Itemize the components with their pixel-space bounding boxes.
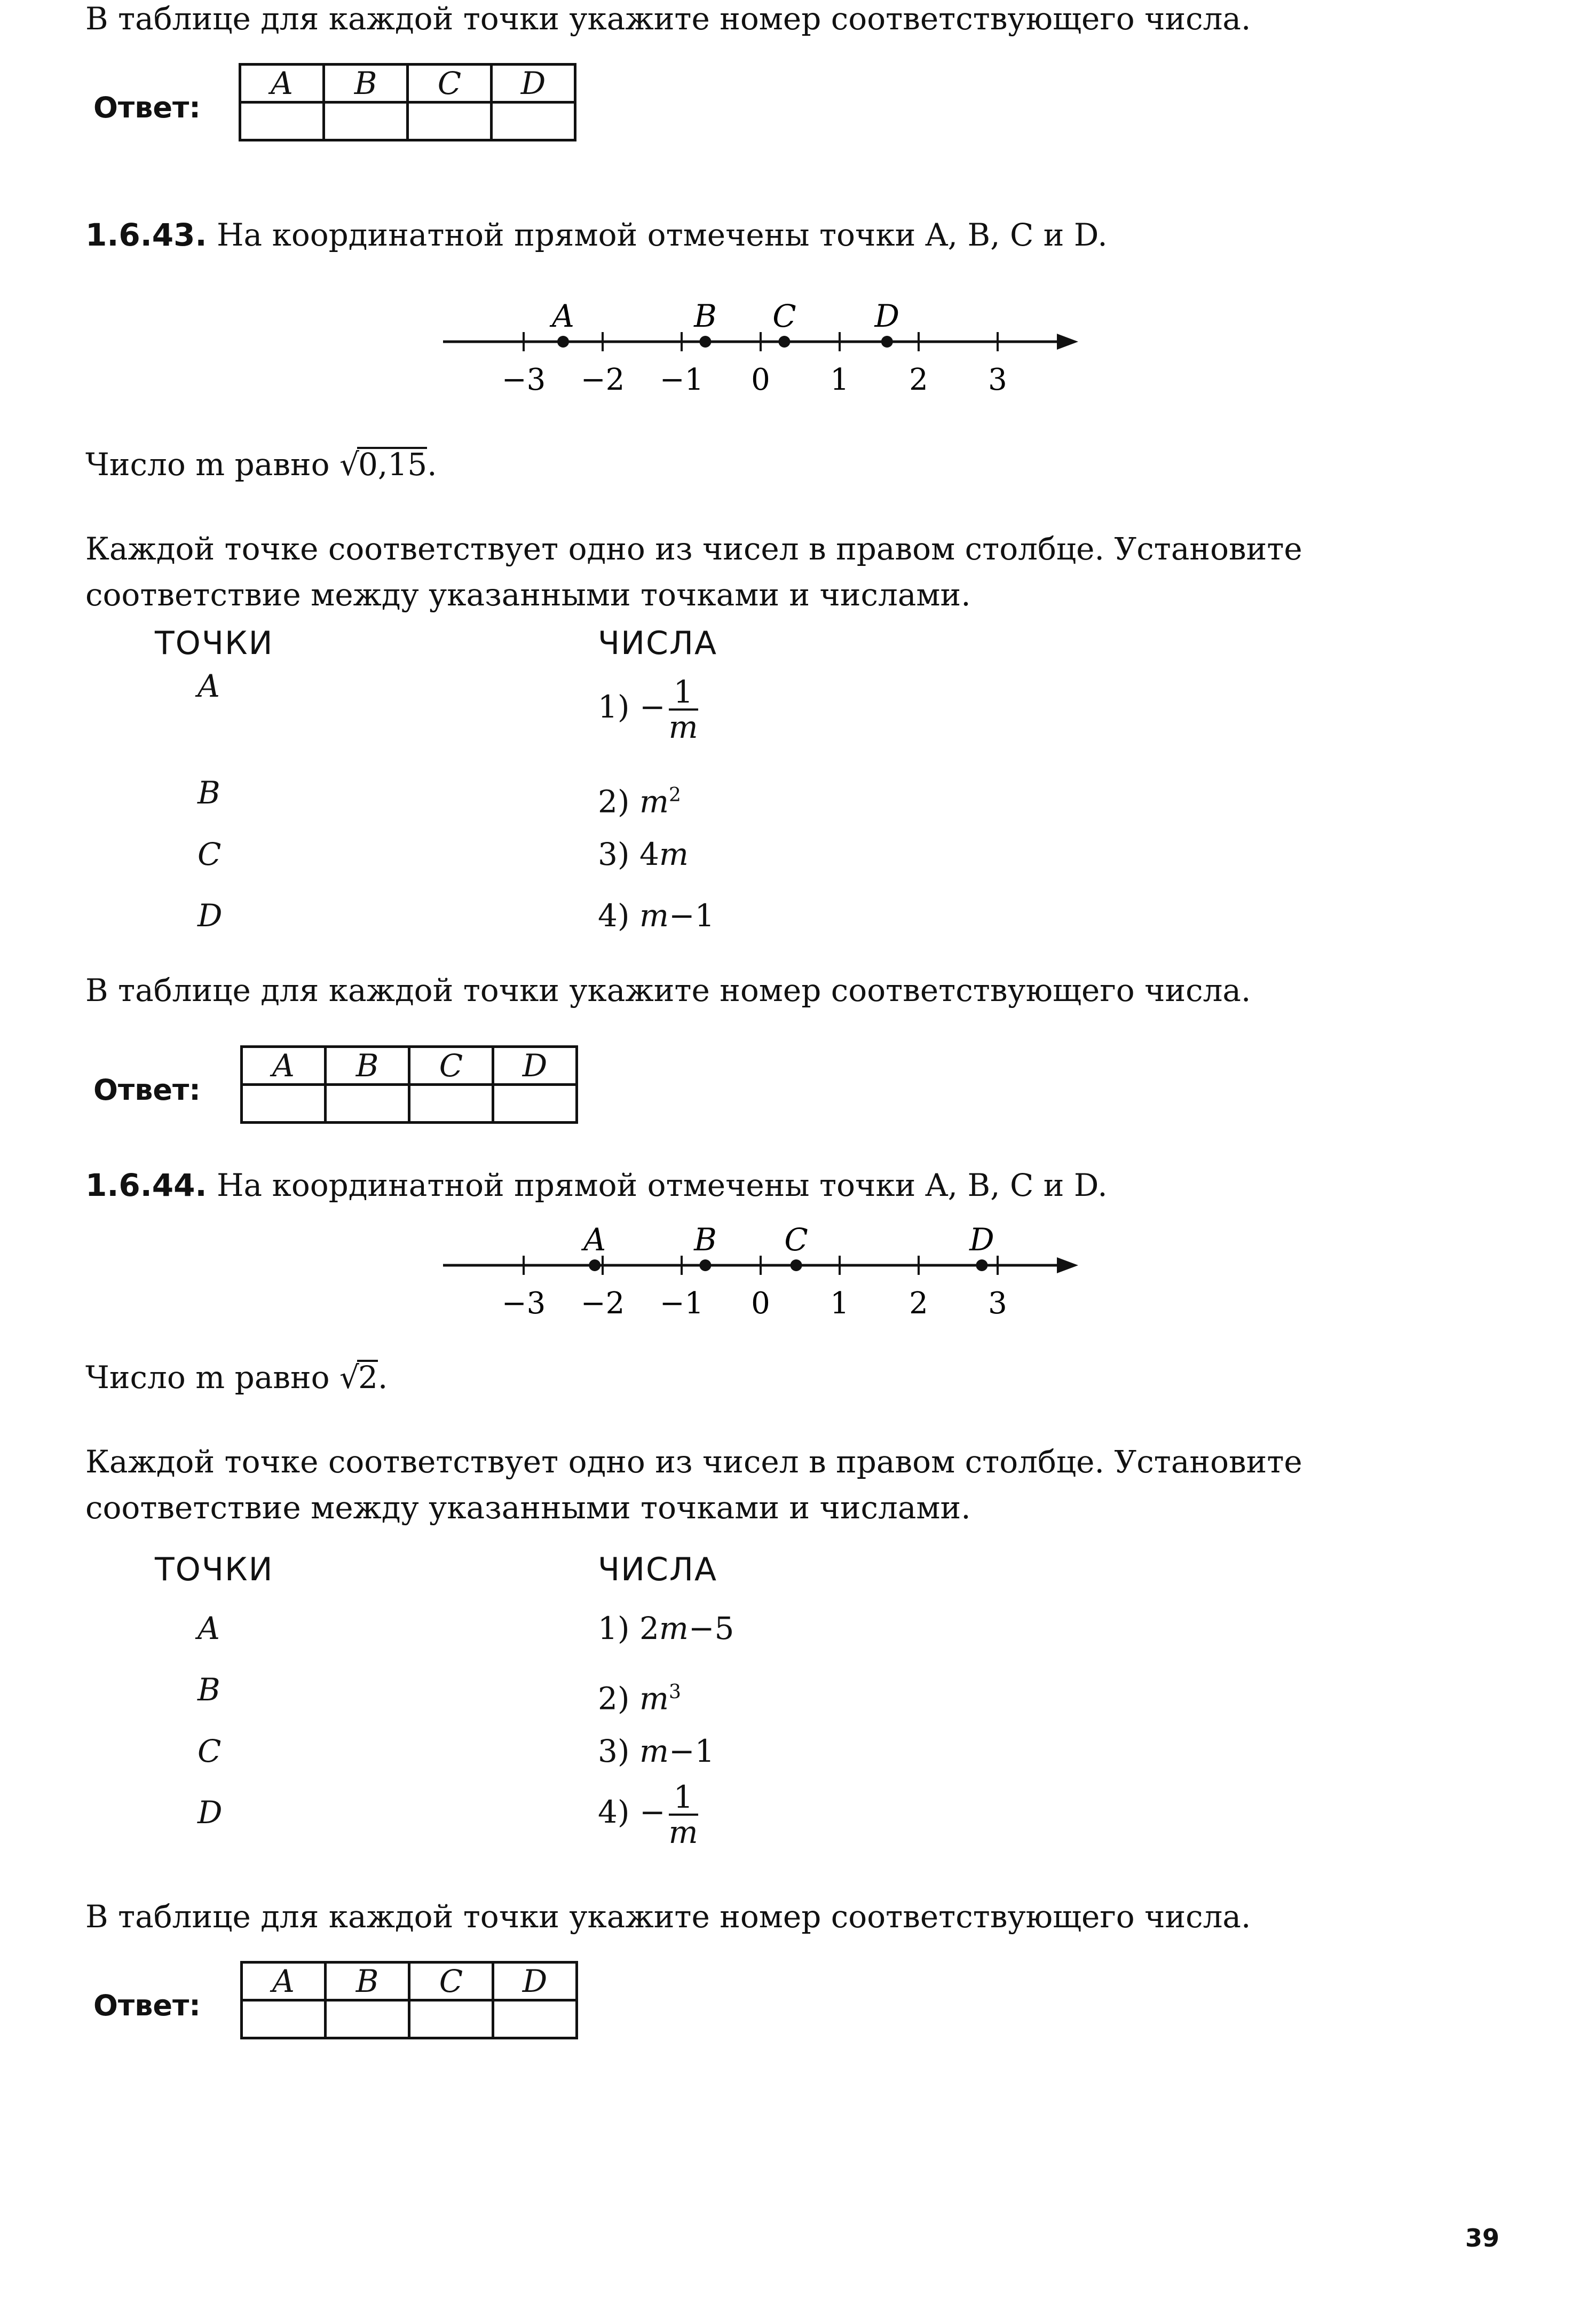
m-text: Число m равно [85, 446, 330, 483]
option-2: 2) $m^3$ [598, 1680, 681, 1717]
col-numbers-44: ЧИСЛА [598, 1551, 718, 1588]
answer-table [239, 63, 576, 141]
answer-cell[interactable] [408, 103, 492, 140]
problem-statement: На координатной прямой отмечены точки A, B, C и D. [216, 1167, 1108, 1203]
answer-header-c: C [408, 65, 492, 103]
answer-cell[interactable] [242, 2000, 326, 2038]
tick-label: −3 [501, 1286, 546, 1321]
col-numbers-43: ЧИСЛА [598, 625, 718, 662]
point-label-d: D [969, 1222, 994, 1258]
tick-label: 1 [830, 1286, 849, 1321]
m-text: Число m равно [85, 1359, 330, 1396]
answer-header-c: C [409, 1047, 493, 1085]
problem-43-header [85, 216, 1108, 254]
answer-header-d: D [493, 1047, 577, 1085]
point-marker-d [881, 336, 893, 348]
col-points-44: ТОЧКИ [155, 1551, 274, 1588]
answer-cell[interactable] [492, 103, 575, 140]
point-b: B [197, 775, 220, 811]
answer-cell[interactable] [242, 1085, 326, 1123]
answer-cell[interactable] [409, 2000, 493, 2038]
problem-number: 1.6.44. [85, 1167, 207, 1203]
page-number: 39 [1465, 2224, 1500, 2252]
tick-label: 3 [988, 1286, 1007, 1321]
tick-label: 0 [751, 1286, 770, 1321]
point-a: A [197, 1610, 220, 1646]
point-label-d: D [874, 298, 900, 334]
intro-instruction: В таблице для каждой точки укажите номер соответствующего числа. [85, 1, 1251, 37]
point-c: C [197, 1733, 222, 1769]
answer-label: Ответ: [93, 1073, 201, 1107]
tick-label: −3 [501, 363, 546, 397]
answer-header-d: D [493, 1963, 577, 2000]
task-text-44: Каждой точке соответствует одно из чисел в правом столбце. Установите соответствие между указанными точками и числами. [85, 1444, 1302, 1526]
answer-header-b: B [326, 1963, 409, 2000]
answer-header-b: B [324, 65, 408, 103]
instruction-44: В таблице для каждой точки укажите номер соответствующего числа. [85, 1898, 1251, 1935]
instruction-43: В таблице для каждой точки укажите номер соответствующего числа. [85, 972, 1251, 1008]
problem-number: 1.6.43. [85, 217, 207, 253]
answer-header-b: B [326, 1047, 409, 1085]
tick-label: −2 [580, 363, 625, 397]
option-1: 1) − $\frac{1}{m}$ [598, 674, 698, 745]
tick-label: 2 [909, 1286, 928, 1321]
answer-table-43 [240, 1045, 578, 1124]
point-label-c: C [772, 298, 796, 334]
option-1: 1) 2m−5 [598, 1610, 734, 1646]
answer-header-a: A [242, 1963, 326, 2000]
number-line-44 [443, 1215, 1084, 1332]
answer-label: Ответ: [93, 91, 201, 124]
tick-label: 3 [988, 363, 1007, 397]
point-marker-c [791, 1259, 802, 1271]
m-definition-44: Число m равно √2. [85, 1359, 388, 1396]
point-label-c: C [784, 1222, 808, 1258]
m-radicand: 2 [358, 1359, 378, 1396]
option-3: 3) 4m [598, 836, 689, 872]
problem-44-header [85, 1167, 1108, 1204]
tick-label: 2 [909, 363, 928, 397]
answer-header-a: A [242, 1047, 326, 1085]
option-3: 3) m−1 [598, 1733, 715, 1769]
answer-header-c: C [409, 1963, 493, 2000]
m-definition-43: Число m равно √0,15. [85, 446, 437, 483]
point-marker-a [589, 1259, 601, 1271]
answer-cell[interactable] [324, 103, 408, 140]
answer-cell[interactable] [409, 1085, 493, 1123]
point-label-b: B [694, 1222, 717, 1258]
col-points-43: ТОЧКИ [155, 625, 274, 662]
tick-label: −1 [659, 363, 704, 397]
answer-label: Ответ: [93, 1989, 201, 2022]
point-b: B [197, 1672, 220, 1708]
answer-cell[interactable] [240, 103, 324, 140]
option-4: 4) m−1 [598, 897, 715, 934]
tick-label: −2 [580, 1286, 625, 1321]
answer-header-a: A [240, 65, 324, 103]
point-d: D [197, 1794, 223, 1831]
point-label-a: A [552, 298, 574, 334]
answer-cell[interactable] [326, 1085, 409, 1123]
point-marker-b [699, 1259, 711, 1271]
option-2: 2) $m^2$ [598, 783, 681, 820]
answer-cell[interactable] [326, 2000, 409, 2038]
point-marker-c [778, 336, 790, 348]
point-label-b: B [694, 298, 717, 334]
point-label-a: A [583, 1222, 606, 1258]
point-a: A [197, 668, 220, 704]
answer-table-44 [240, 1961, 578, 2039]
tick-label: −1 [659, 1286, 704, 1321]
answer-cell[interactable] [493, 2000, 577, 2038]
problem-statement: На координатной прямой отмечены точки A, B, C и D. [216, 217, 1108, 253]
task-text-43: Каждой точке соответствует одно из чисел в правом столбце. Установите соответствие между указанными точками и числами. [85, 531, 1302, 613]
tick-label: 1 [830, 363, 849, 397]
option-4: 4) − $\frac{1}{m}$ [598, 1779, 698, 1850]
point-marker-d [976, 1259, 987, 1271]
number-line-43 [443, 291, 1084, 408]
point-c: C [197, 836, 222, 872]
answer-cell[interactable] [493, 1085, 577, 1123]
answer-header-d: D [492, 65, 575, 103]
point-marker-a [557, 336, 569, 348]
point-marker-b [699, 336, 711, 348]
point-d: D [197, 897, 223, 934]
m-radicand: 0,15 [358, 446, 428, 483]
tick-label: 0 [751, 363, 770, 397]
